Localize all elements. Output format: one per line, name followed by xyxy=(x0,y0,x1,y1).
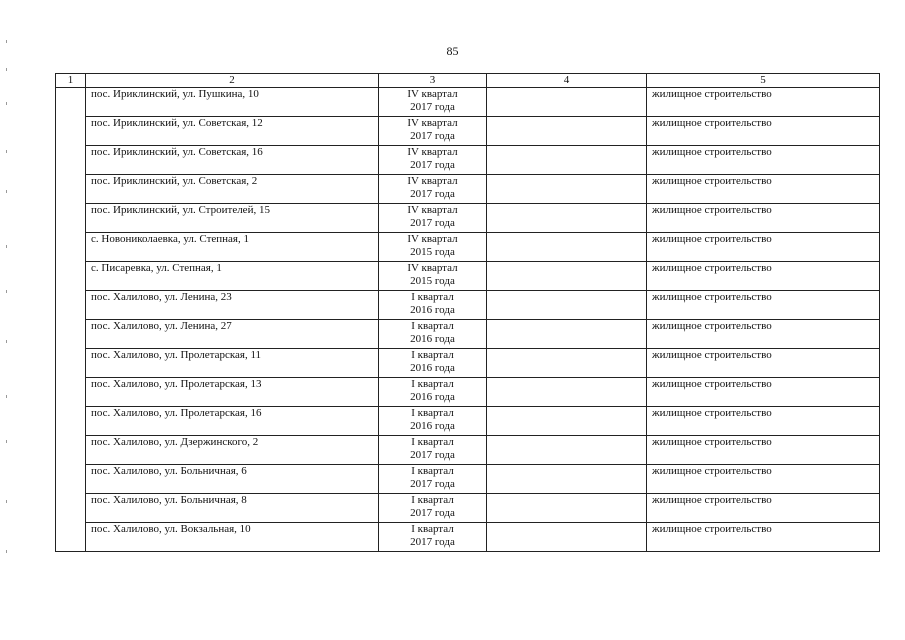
purpose-cell: жилищное строительство xyxy=(647,349,880,378)
term-cell xyxy=(379,494,487,523)
table-row xyxy=(56,262,880,291)
address-cell: пос. Халилово, ул. Ленина, 23 xyxy=(86,291,379,320)
address-cell: с. Писаревка, ул. Степная, 1 xyxy=(86,262,379,291)
column-4-cell xyxy=(487,204,647,233)
term-quarter: IV квартал xyxy=(407,233,458,245)
table-row xyxy=(56,378,880,407)
column-4-cell xyxy=(487,523,647,552)
term-year: 2017 года xyxy=(410,159,455,171)
purpose-cell: жилищное строительство xyxy=(647,88,880,117)
term-cell xyxy=(379,465,487,494)
term-cell xyxy=(379,262,487,291)
address-cell: пос. Ириклинский, ул. Советская, 12 xyxy=(86,117,379,146)
term-quarter: IV квартал xyxy=(407,262,458,274)
table-body xyxy=(56,88,880,552)
term-quarter: I квартал xyxy=(411,436,454,448)
document-table xyxy=(55,73,880,552)
purpose-cell: жилищное строительство xyxy=(647,378,880,407)
column-4-cell xyxy=(487,465,647,494)
purpose-cell: жилищное строительство xyxy=(647,407,880,436)
purpose-cell: жилищное строительство xyxy=(647,291,880,320)
term-cell xyxy=(379,175,487,204)
column-4-cell xyxy=(487,407,647,436)
column-4-cell xyxy=(487,349,647,378)
table-row xyxy=(56,146,880,175)
table-row xyxy=(56,291,880,320)
purpose-cell: жилищное строительство xyxy=(647,465,880,494)
term-quarter: I квартал xyxy=(411,523,454,535)
page-number: 85 xyxy=(446,44,459,58)
address-cell: пос. Ириклинский, ул. Строителей, 15 xyxy=(86,204,379,233)
purpose-cell: жилищное строительство xyxy=(647,117,880,146)
table-row xyxy=(56,494,880,523)
column-4-cell xyxy=(487,494,647,523)
column-4-cell xyxy=(487,117,647,146)
term-year: 2017 года xyxy=(410,188,455,200)
address-cell: пос. Халилово, ул. Дзержинского, 2 xyxy=(86,436,379,465)
column-4-cell xyxy=(487,88,647,117)
purpose-cell: жилищное строительство xyxy=(647,523,880,552)
column-4-cell xyxy=(487,378,647,407)
purpose-cell: жилищное строительство xyxy=(647,436,880,465)
table-row xyxy=(56,175,880,204)
term-cell xyxy=(379,233,487,262)
table-row xyxy=(56,204,880,233)
term-cell xyxy=(379,146,487,175)
table-header-row xyxy=(56,74,880,88)
table-row xyxy=(56,88,880,117)
column-header-1: 1 xyxy=(56,74,86,88)
term-quarter: I квартал xyxy=(411,465,454,477)
column-4-cell xyxy=(487,291,647,320)
term-quarter: IV квартал xyxy=(407,117,458,129)
address-cell: пос. Халилово, ул. Больничная, 6 xyxy=(86,465,379,494)
term-cell xyxy=(379,204,487,233)
address-cell: пос. Халилово, ул. Ленина, 27 xyxy=(86,320,379,349)
purpose-cell: жилищное строительство xyxy=(647,146,880,175)
term-quarter: I квартал xyxy=(411,349,454,361)
column-4-cell xyxy=(487,436,647,465)
term-quarter: I квартал xyxy=(411,291,454,303)
purpose-cell: жилищное строительство xyxy=(647,494,880,523)
address-cell: пос. Халилово, ул. Пролетарская, 16 xyxy=(86,407,379,436)
term-year: 2017 года xyxy=(410,217,455,229)
term-cell xyxy=(379,320,487,349)
merged-index-cell xyxy=(56,88,86,552)
table-row xyxy=(56,465,880,494)
term-quarter: I квартал xyxy=(411,407,454,419)
term-cell xyxy=(379,349,487,378)
table-row xyxy=(56,436,880,465)
table-row xyxy=(56,117,880,146)
column-4-cell xyxy=(487,146,647,175)
term-year: 2015 года xyxy=(410,275,455,287)
address-cell: пос. Ириклинский, ул. Советская, 16 xyxy=(86,146,379,175)
address-cell: пос. Халилово, ул. Пролетарская, 13 xyxy=(86,378,379,407)
column-4-cell xyxy=(487,233,647,262)
term-year: 2017 года xyxy=(410,130,455,142)
term-year: 2017 года xyxy=(410,449,455,461)
term-quarter: I квартал xyxy=(411,378,454,390)
term-cell xyxy=(379,291,487,320)
table-row xyxy=(56,349,880,378)
column-header-4: 4 xyxy=(487,74,647,88)
term-quarter: IV квартал xyxy=(407,146,458,158)
table-row xyxy=(56,523,880,552)
term-year: 2017 года xyxy=(410,536,455,548)
address-cell: пос. Халилово, ул. Вокзальная, 10 xyxy=(86,523,379,552)
purpose-cell: жилищное строительство xyxy=(647,262,880,291)
address-cell: пос. Халилово, ул. Пролетарская, 11 xyxy=(86,349,379,378)
column-header-3: 3 xyxy=(379,74,487,88)
term-year: 2016 года xyxy=(410,391,455,403)
column-4-cell xyxy=(487,262,647,291)
term-quarter: I квартал xyxy=(411,494,454,506)
term-quarter: IV квартал xyxy=(407,175,458,187)
column-header-2: 2 xyxy=(86,74,379,88)
term-quarter: IV квартал xyxy=(407,204,458,216)
scan-margin-marks xyxy=(6,40,8,560)
term-year: 2016 года xyxy=(410,420,455,432)
term-cell xyxy=(379,407,487,436)
term-year: 2016 года xyxy=(410,304,455,316)
table-row xyxy=(56,407,880,436)
table-row xyxy=(56,320,880,349)
column-4-cell xyxy=(487,320,647,349)
term-cell xyxy=(379,117,487,146)
term-cell xyxy=(379,523,487,552)
term-cell xyxy=(379,88,487,117)
purpose-cell: жилищное строительство xyxy=(647,233,880,262)
term-year: 2017 года xyxy=(410,478,455,490)
term-cell xyxy=(379,378,487,407)
purpose-cell: жилищное строительство xyxy=(647,204,880,233)
address-cell: с. Новониколаевка, ул. Степная, 1 xyxy=(86,233,379,262)
term-cell xyxy=(379,436,487,465)
term-year: 2015 года xyxy=(410,246,455,258)
address-cell: пос. Ириклинский, ул. Пушкина, 10 xyxy=(86,88,379,117)
term-quarter: IV квартал xyxy=(407,88,458,100)
purpose-cell: жилищное строительство xyxy=(647,175,880,204)
term-year: 2016 года xyxy=(410,362,455,374)
term-quarter: I квартал xyxy=(411,320,454,332)
term-year: 2017 года xyxy=(410,507,455,519)
address-cell: пос. Халилово, ул. Больничная, 8 xyxy=(86,494,379,523)
column-4-cell xyxy=(487,175,647,204)
address-cell: пос. Ириклинский, ул. Советская, 2 xyxy=(86,175,379,204)
table-row xyxy=(56,233,880,262)
term-year: 2017 года xyxy=(410,101,455,113)
purpose-cell: жилищное строительство xyxy=(647,320,880,349)
column-header-5: 5 xyxy=(647,74,880,88)
term-year: 2016 года xyxy=(410,333,455,345)
